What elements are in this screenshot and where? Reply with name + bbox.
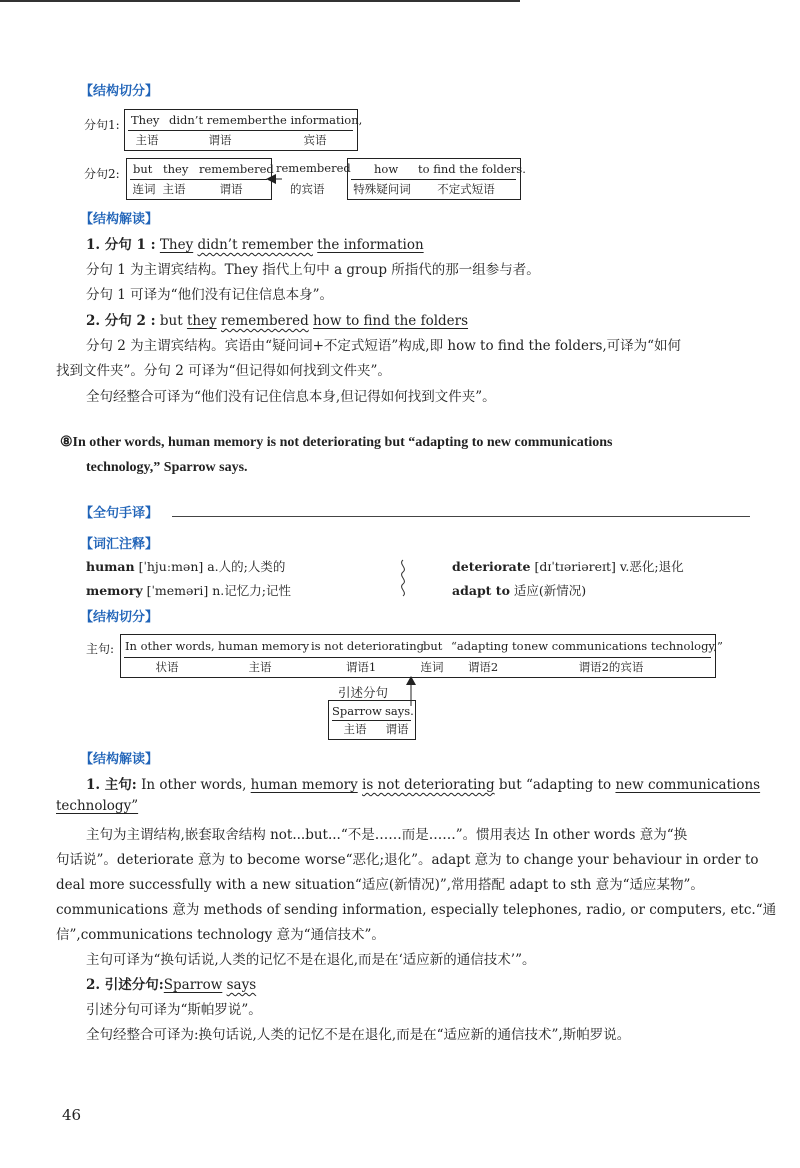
object-term: technology” <box>56 798 139 814</box>
struct-read-title-1: 【结构解读】 <box>80 212 159 227</box>
m-gram: 状语 <box>155 660 179 674</box>
q-word: Sparrow <box>332 704 382 718</box>
squiggle-divider-icon <box>396 558 410 598</box>
para-line: 信”,communications technology 意为“通信技术”。 <box>56 927 385 943</box>
vocab-word: memory <box>86 583 143 598</box>
sentence-8-line2: technology,” Sparrow says. <box>86 460 248 475</box>
c2-gram: 谓语 <box>219 182 243 196</box>
m-word: new communications technology,” <box>524 639 723 653</box>
para-line: 主句可译为“换句话说,人类的记忆不是在退化,而是在‘适应新的通信技术’”。 <box>86 952 536 968</box>
c2-word: remembered <box>199 162 274 176</box>
vocab-adapt-to <box>452 581 586 599</box>
para-line: 分句 1 为主谓宾结构。They 指代上句中 a group 所指代的那一组参与者。 <box>86 262 540 278</box>
m-gram: 谓语1 <box>345 660 377 674</box>
c2-word: remembered <box>276 161 351 175</box>
vocab-def: [dɪˈtɪəriəreɪt] v.恶化;退化 <box>530 559 684 574</box>
subject-term: Sparrow <box>163 977 223 993</box>
para-heading: 2. 引述分句: <box>86 977 164 993</box>
subject-term: They <box>159 237 194 253</box>
vocab-def: [ˈmeməri] n.记忆力;记性 <box>142 583 291 598</box>
clause2-diagram-b <box>347 158 526 200</box>
clause1-label: 分句1: <box>84 118 120 132</box>
c2-word: how <box>374 162 399 176</box>
vocab-word: adapt to <box>452 583 510 598</box>
para-line: deal more successfully with a new situation“适应(新情况)”,常用搭配 adapt to sth 意为“适应某物”。 <box>56 877 704 893</box>
c2-word: to find the folders. <box>418 162 526 176</box>
translate-title: 【全句手译】 <box>80 506 159 521</box>
para-line: 分句 1 可译为“他们没有记住信息本身”。 <box>86 287 333 303</box>
object-term: the information <box>317 237 424 253</box>
para-heading: 1. 主句: <box>86 777 137 793</box>
m-gram: 连词 <box>420 660 444 674</box>
vocab-word: human <box>86 559 135 574</box>
conj-term: but <box>159 313 183 329</box>
sentence-8-line1: ⑧In other words, human memory is not deteriorating but “adapting to new communications <box>60 435 613 450</box>
c2-gram: 不定式短语 <box>437 182 495 196</box>
vocab-title: 【词汇注释】 <box>80 537 159 552</box>
subject-term: they <box>186 313 217 329</box>
q-word: says. <box>385 704 414 718</box>
quote-clause-label: 引述分句 <box>338 685 389 700</box>
c2-gram: 的宾语 <box>290 182 325 196</box>
para-line: 引述分句可译为“斯帕罗说”。 <box>86 1002 262 1018</box>
m-gram: 谓语2的宾语 <box>578 660 644 674</box>
object-term: how to find the folders <box>313 313 469 329</box>
predicate-term: is not deteriorating <box>362 777 495 793</box>
struct-split-title-2: 【结构切分】 <box>80 610 159 625</box>
vocab-memory <box>86 581 291 599</box>
para-line: communications 意为 methods of sending information, especially telephones, radio, or computers, etc.“通 <box>56 902 777 918</box>
c1-word: They <box>131 113 160 127</box>
predicate-term: says <box>226 977 257 993</box>
vocab-def: [ˈhjuːmən] a.人的;人类的 <box>134 559 286 574</box>
struct-read-title-2: 【结构解读】 <box>80 752 159 767</box>
predicate2-term: but “adapting to <box>494 777 616 793</box>
m-word: is not deteriorating <box>311 639 424 653</box>
main-clause-diagram <box>120 634 723 678</box>
m-word: but <box>423 639 443 653</box>
vocab-def: 适应(新情况) <box>509 583 587 598</box>
para-line: 分句 2 为主谓宾结构。宾语由“疑问词+不定式短语”构成,即 how to find the folders,可译为“如何 <box>86 338 682 354</box>
quote-clause-diagram <box>328 700 416 740</box>
vocab-human <box>86 557 285 575</box>
c1-word: didn’t remember <box>169 113 268 127</box>
m-word: In other words, <box>125 639 215 653</box>
para-heading: 1. 分句 1 : <box>86 237 156 253</box>
c1-gram: 宾语 <box>303 133 327 147</box>
predicate-term: didn’t remember <box>197 237 313 253</box>
object-term: new communications <box>615 777 761 793</box>
para-line: 句话说”。deteriorate 意为 to become worse“恶化;退化”。adapt 意为 to change your behaviour in order to <box>56 852 759 868</box>
m-word: human memory <box>218 639 310 653</box>
main-clause-head <box>86 773 760 793</box>
c2-gram: 特殊疑问词 <box>353 182 411 196</box>
struct-split-title-1: 【结构切分】 <box>80 84 159 99</box>
clause1-diagram <box>124 109 363 151</box>
m-gram: 主语 <box>248 660 272 674</box>
c2-word: but <box>133 162 153 176</box>
para-line: 主句为主谓结构,嵌套取舍结构 not...but...“不是……而是……”。惯用表达 In other words 意为“换 <box>86 827 688 843</box>
para-line: 找到文件夹”。分句 2 可译为“但记得如何找到文件夹”。 <box>56 363 391 379</box>
translate-blank-line[interactable] <box>172 516 750 517</box>
q-gram: 谓语 <box>385 722 409 736</box>
subject-term: human memory <box>250 777 358 793</box>
clause2-label: 分句2: <box>84 167 120 181</box>
c2-gram: 主语 <box>162 182 186 196</box>
para-heading: 2. 分句 2 : <box>86 313 156 329</box>
m-word: “adapting to <box>451 639 524 653</box>
quote-clause-head <box>86 973 256 993</box>
c2-gram: 连词 <box>132 182 156 196</box>
main-clause-label: 主句: <box>86 642 115 656</box>
vocab-word: deteriorate <box>452 559 531 574</box>
c1-gram: 谓语 <box>208 133 232 147</box>
adverbial-term: In other words, <box>136 777 251 793</box>
page-number: 46 <box>62 1106 82 1124</box>
c1-word: the information, <box>268 113 363 127</box>
para-line: 全句经整合可译为“他们没有记住信息本身,但记得如何找到文件夹”。 <box>86 389 496 405</box>
vocab-deteriorate <box>452 557 684 575</box>
c2-word: they <box>163 162 189 176</box>
main-clause-head-cont <box>56 798 138 814</box>
top-rule <box>0 0 520 2</box>
para-clause2-head <box>86 309 468 329</box>
predicate-term: remembered <box>220 313 309 329</box>
q-gram: 主语 <box>343 722 367 736</box>
c1-gram: 主语 <box>135 133 159 147</box>
para-line: 全句经整合可译为:换句话说,人类的记忆不是在退化,而是在“适应新的通信技术”,斯帕罗说。 <box>86 1027 631 1043</box>
m-gram: 谓语2 <box>467 660 499 674</box>
clause2-diagram-a <box>126 158 272 200</box>
para-clause1-head <box>86 233 424 253</box>
